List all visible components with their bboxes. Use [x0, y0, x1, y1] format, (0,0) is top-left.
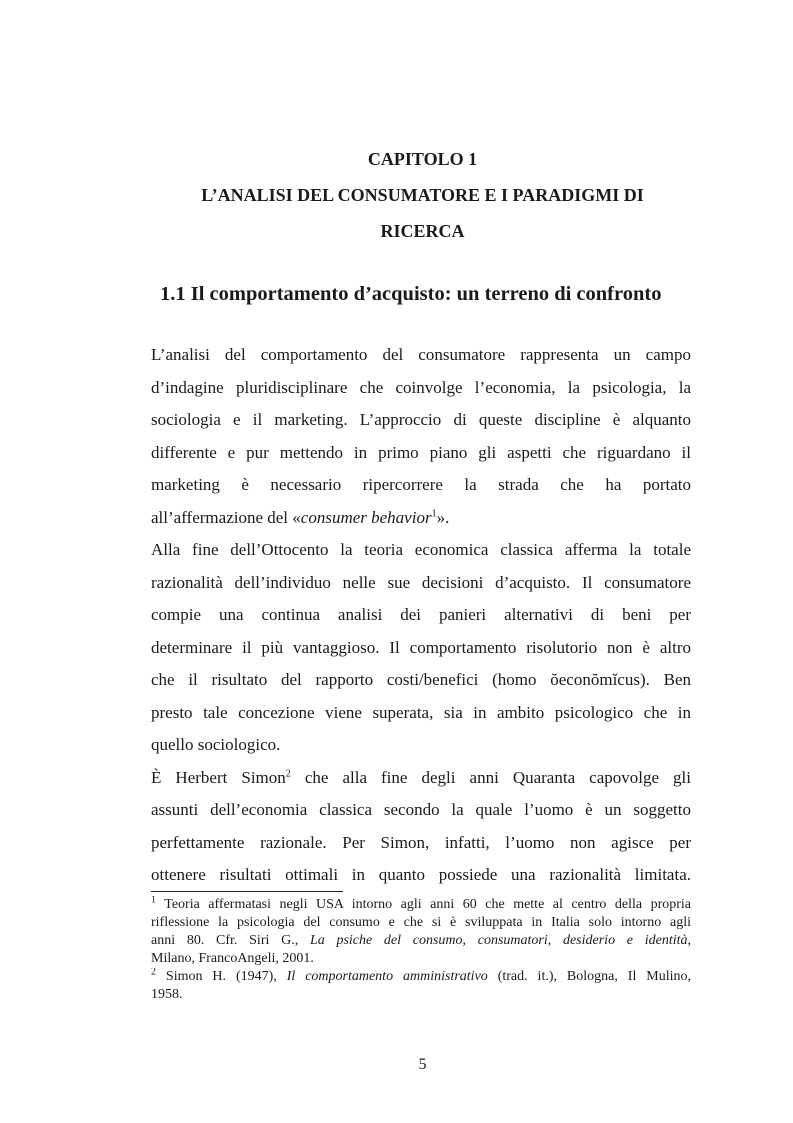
italic-term: consumer behavior — [300, 507, 432, 527]
footnote-1-number: 1 — [151, 896, 156, 906]
text-line — [151, 762, 691, 795]
text-line: d’indagine pluridisciplinare che coinvolge l’economia, la psicologia, la — [151, 377, 691, 397]
text-line: che il risultato del rapporto costi/benefici (homo ŏeconŏmĭcus). Ben — [151, 670, 691, 689]
page-number: 5 — [418, 1056, 427, 1073]
text-fragment: Teoria affermatasi negli USA intorno agli anni 60 che mette al centro della propria — [156, 897, 691, 912]
body-text — [151, 339, 691, 892]
footnote-divider — [151, 891, 343, 892]
italic-title: Il comportamento amministrativo — [286, 969, 488, 984]
footnote-ref-2[interactable]: 2 — [285, 767, 291, 779]
text-fragment: È Herbert Simon — [151, 767, 286, 787]
text-line: Alla fine dell’Ottocento la teoria economica classica afferma la totale — [151, 540, 691, 559]
footnote-1-line: Milano, FrancoAngeli, 2001. — [151, 951, 314, 966]
text-line: perfettamente razionale. Per Simon, infatti, l’uomo non agisce per — [151, 832, 691, 852]
text-line: presto tale concezione viene superata, sia in ambito psicologico che in — [151, 702, 691, 722]
footnotes — [151, 896, 691, 1004]
text-fragment: che alla fine degli anni Quaranta capovolge gli — [290, 767, 691, 787]
text-line: ottenere risultati ottimali in quanto possiede una razionalità limitata. — [151, 865, 691, 884]
text-line: compie una continua analisi dei panieri alternativi di beni per — [151, 605, 691, 624]
text-line: marketing è necessario ripercorrere la strada che ha portato — [151, 475, 691, 494]
chapter-title: L’ANALISI DEL CONSUMATORE E I PARADIGMI DI — [201, 185, 644, 205]
text-line: razionalità dell’individuo nelle sue decisioni d’acquisto. Il consumatore — [151, 572, 691, 592]
text-line: determinare il più vantaggioso. Il comportamento risolutorio non è altro — [151, 637, 691, 657]
section-title: 1.1 Il comportamento d’acquisto: un terreno di confronto — [160, 283, 662, 305]
text-line: sociologia e il marketing. L’approccio di queste discipline è alquanto — [151, 410, 691, 429]
footnote-2-number: 2 — [151, 968, 156, 978]
chapter-title-continuation: RICERCA — [380, 221, 465, 241]
footnote-ref-1[interactable]: 1 — [431, 507, 437, 519]
footnote-1-line — [151, 896, 691, 914]
footnote-1-line — [151, 932, 691, 950]
footnote-1-line: riflessione la psicologia del consumo e che si è sviluppata in Italia solo intorno agli — [151, 915, 691, 930]
text-fragment: , — [687, 933, 691, 948]
text-line: differente e pur mettendo in primo piano gli aspetti che riguardano il — [151, 442, 691, 462]
italic-title: La psiche del consumo, consumatori, desiderio e identità — [309, 933, 688, 948]
text-fragment: all’affermazione del « — [151, 507, 301, 527]
text-line: quello sociologico. — [151, 735, 281, 754]
chapter-label: CAPITOLO 1 — [367, 149, 478, 169]
text-line: assunti dell’economia classica secondo la quale l’uomo è un soggetto — [151, 800, 691, 819]
text-line — [151, 502, 691, 535]
text-line: L’analisi del comportamento del consumatore rappresenta un campo — [151, 345, 691, 364]
footnote-2-line: 1958. — [151, 987, 183, 1002]
text-fragment: Simon H. (1947), — [156, 969, 287, 984]
footnote-2-line — [151, 968, 691, 986]
text-fragment: ». — [436, 507, 450, 527]
text-fragment: anni 80. Cfr. Siri G., — [151, 933, 310, 948]
text-fragment: (trad. it.), Bologna, Il Mulino, — [487, 969, 691, 984]
